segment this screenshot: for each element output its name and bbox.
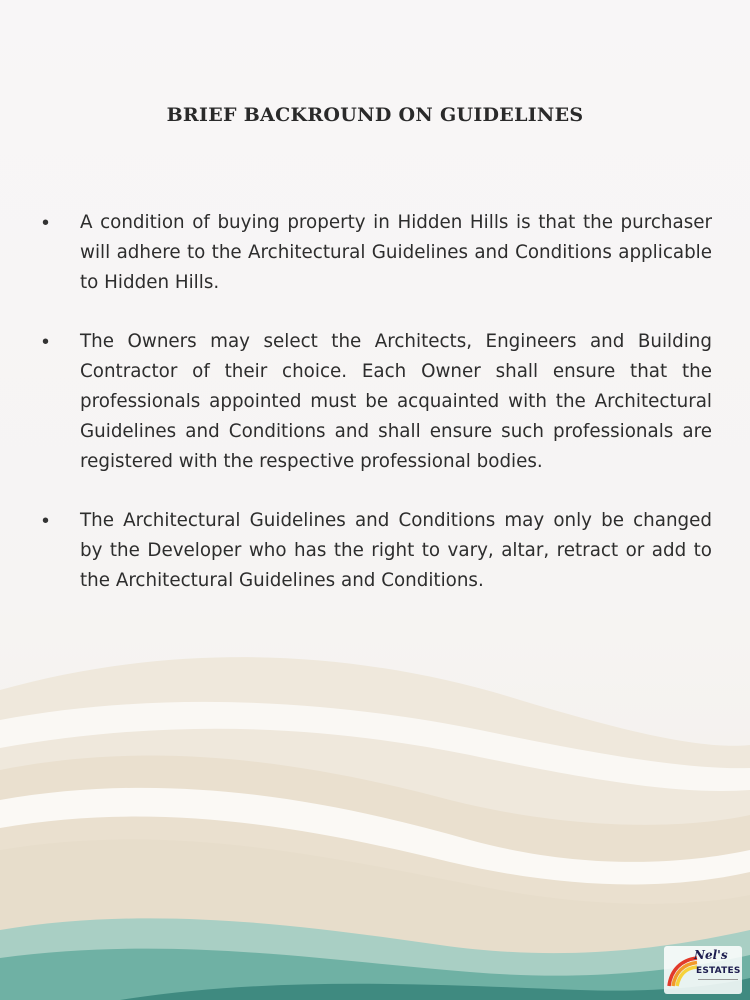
logo-name: Nel's	[694, 948, 728, 962]
logo-subtitle: ESTATES	[696, 966, 741, 976]
logo-tagline-line	[698, 979, 738, 980]
bullet-marker: •	[42, 510, 50, 532]
bullet-marker: •	[42, 331, 50, 353]
list-item	[40, 327, 712, 477]
bullet-marker: •	[42, 212, 50, 234]
guidelines-list	[40, 208, 712, 625]
page-title: BRIEF BACKROUND ON GUIDELINES	[166, 104, 584, 126]
list-item-text: The Owners may select the Architects, Engineers and Building Contractor of their choice. Each Owner shall ensure that the professionals appointed must be acquainted with the Architectural Guidelines and Conditions and shall ensure such professionals are registered with the respective professional bodies.	[80, 331, 712, 472]
list-item-text: A condition of buying property in Hidden Hills is that the purchaser will adhere to the Architectural Guidelines and Conditions applicable to Hidden Hills.	[80, 212, 712, 293]
nels-estates-logo	[664, 946, 742, 994]
list-item	[40, 208, 712, 298]
list-item	[40, 506, 712, 596]
list-item-text: The Architectural Guidelines and Conditions may only be changed by the Developer who has the right to vary, altar, retract or add to the Architectural Guidelines and Conditions.	[80, 510, 712, 591]
